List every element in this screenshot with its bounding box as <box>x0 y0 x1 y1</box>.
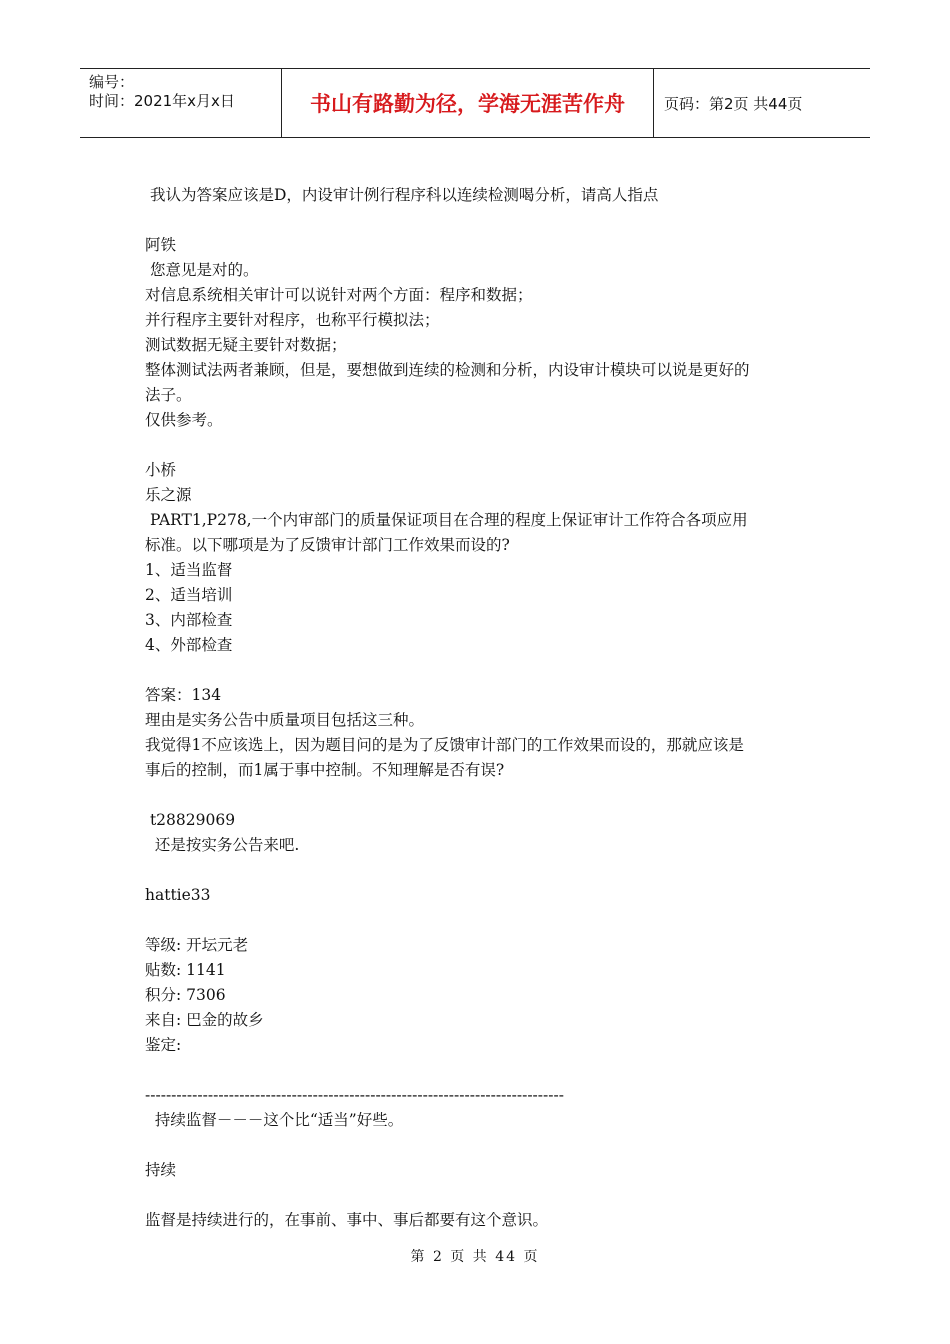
page-info: 页码：第2页 共44页 <box>664 94 803 113</box>
paragraph: 我觉得1不应该选上，因为题目问的是为了反馈审计部门的工作效果而设的，那就应该是 <box>145 736 744 754</box>
user-level: 等级: 开坛元老 <box>145 936 249 954</box>
author-name: 小桥 <box>145 461 177 479</box>
paragraph: 事后的控制，而1属于事中控制。不知理解是否有误? <box>145 761 505 779</box>
paragraph: 仅供参考。 <box>145 411 223 429</box>
time-label: 时间：2021年x月x日 <box>89 92 235 110</box>
footer-page-number: 第 2 页 共 44 页 <box>410 1249 540 1265</box>
list-item: 4、外部检查 <box>145 636 233 654</box>
author-name: t28829069 <box>145 811 236 829</box>
paragraph: 持续 <box>145 1161 177 1179</box>
paragraph: 并行程序主要针对程序，也称平行模拟法； <box>145 311 440 329</box>
page-footer <box>0 1246 950 1266</box>
motto-text: 书山有路勤为径，学海无涯苦作舟 <box>310 92 625 116</box>
paragraph: 答案：134 <box>145 686 222 704</box>
list-item: 1、适当监督 <box>145 561 233 579</box>
paragraph: 标准。以下哪项是为了反馈审计部门工作效果而设的? <box>145 536 510 554</box>
paragraph: 持续监督－－－这个比“适当”好些。 <box>145 1111 404 1129</box>
author-name: hattie33 <box>145 886 211 904</box>
list-item: 2、适当培训 <box>145 586 233 604</box>
header-motto-cell <box>282 69 654 137</box>
paragraph: 还是按实务公告来吧. <box>145 836 300 854</box>
document-body <box>145 183 825 1233</box>
separator-line: -------------------------------------------------------------------------------- <box>145 1086 564 1104</box>
paragraph: 对信息系统相关审计可以说针对两个方面：程序和数据； <box>145 286 533 304</box>
paragraph: 测试数据无疑主要针对数据； <box>145 336 347 354</box>
user-origin: 来自: 巴金的故乡 <box>145 1011 264 1029</box>
author-name: 乐之源 <box>145 486 192 504</box>
paragraph: 整体测试法两者兼顾，但是，要想做到连续的检测和分析，内设审计模块可以说是更好的 <box>145 361 750 379</box>
paragraph: 监督是持续进行的，在事前、事中、事后都要有这个意识。 <box>145 1211 549 1229</box>
user-points: 积分: 7306 <box>145 986 226 1004</box>
paragraph: 您意见是对的。 <box>145 261 259 279</box>
header-page-cell <box>654 69 870 137</box>
paragraph: 理由是实务公告中质量项目包括这三种。 <box>145 711 425 729</box>
paragraph: PART1,P278,一个内审部门的质量保证项目在合理的程度上保证审计工作符合各项应用 <box>145 511 748 529</box>
list-item: 3、内部检查 <box>145 611 233 629</box>
code-label: 编号： <box>89 73 135 91</box>
user-appraisal: 鉴定: <box>145 1036 182 1054</box>
header-meta-cell <box>80 69 282 137</box>
paragraph: 我认为答案应该是D，内设审计例行程序科以连续检测喝分析，请高人指点 <box>145 186 659 204</box>
document-header <box>80 68 870 138</box>
author-name: 阿铁 <box>145 236 177 254</box>
paragraph: 法子。 <box>145 386 192 404</box>
user-post-count: 贴数: 1141 <box>145 961 226 979</box>
